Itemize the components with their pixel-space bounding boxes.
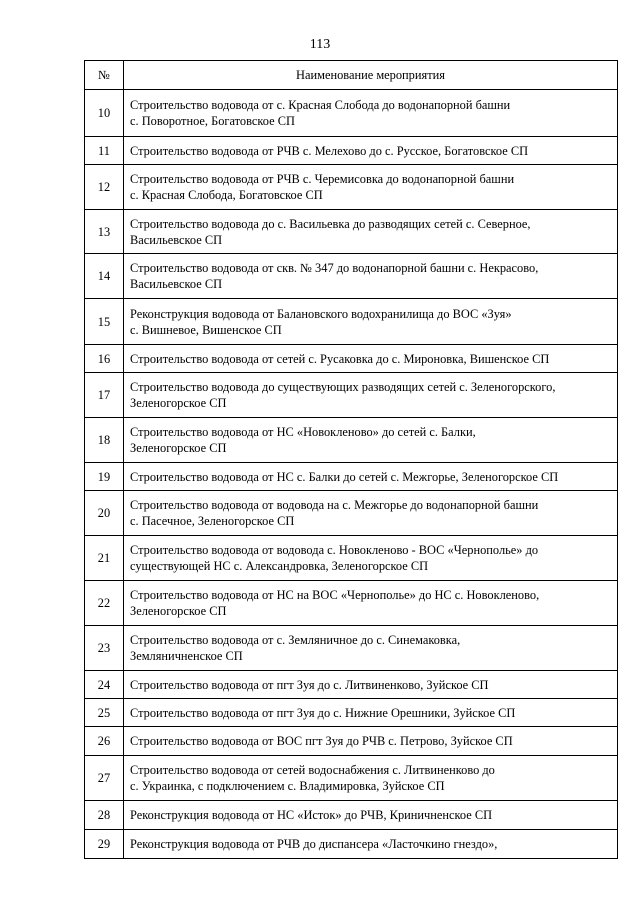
header-measure-name: Наименование мероприятия xyxy=(124,61,618,90)
row-measure-name: Строительство водовода от водовода с. Новокленово - ВОС «Чернополье» до существующей НС с. Александровка, Зеленогорское СП xyxy=(124,536,618,581)
row-measure-name: Строительство водовода от РЧВ с. Мелехово до с. Русское, Богатовское СП xyxy=(124,137,618,165)
table-row xyxy=(85,254,618,299)
row-measure-name: Строительство водовода до с. Васильевка до разводящих сетей с. Северное, Васильевское СП xyxy=(124,210,618,254)
row-measure-name: Строительство водовода от РЧВ с. Черемисовка до водонапорной башни с. Красная Слобода, Богатовское СП xyxy=(124,165,618,210)
row-measure-name: Реконструкция водовода от Балановского водохранилища до ВОС «Зуя» с. Вишневое, Вишенское СП xyxy=(124,299,618,345)
row-number: 18 xyxy=(85,418,124,463)
row-measure-name: Строительство водовода от пгт Зуя до с. Нижние Орешники, Зуйское СП xyxy=(124,699,618,727)
table-row xyxy=(85,626,618,671)
table-header-row xyxy=(85,61,618,90)
row-number: 16 xyxy=(85,345,124,373)
row-number: 24 xyxy=(85,671,124,699)
row-number: 14 xyxy=(85,254,124,299)
table-row xyxy=(85,699,618,727)
row-measure-name: Строительство водовода от сетей с. Русаковка до с. Мироновка, Вишенское СП xyxy=(124,345,618,373)
row-number: 25 xyxy=(85,699,124,727)
page-number: 113 xyxy=(309,37,331,52)
row-measure-name: Строительство водовода от НС с. Балки до сетей с. Межгорье, Зеленогорское СП xyxy=(124,463,618,491)
table-row xyxy=(85,418,618,463)
row-measure-name: Строительство водовода от пгт Зуя до с. Литвиненково, Зуйское СП xyxy=(124,671,618,699)
table-row xyxy=(85,463,618,491)
row-measure-name: Строительство водовода от с. Красная Слобода до водонапорной башни с. Поворотное, Богатовское СП xyxy=(124,90,618,137)
table-row xyxy=(85,581,618,626)
table-row xyxy=(85,830,618,859)
table-row xyxy=(85,727,618,756)
row-measure-name: Реконструкция водовода от НС «Исток» до РЧВ, Криничненское СП xyxy=(124,801,618,830)
row-number: 15 xyxy=(85,299,124,345)
row-measure-name: Строительство водовода от НС «Новокленово» до сетей с. Балки, Зеленогорское СП xyxy=(124,418,618,463)
table-row xyxy=(85,90,618,137)
row-number: 12 xyxy=(85,165,124,210)
table-row xyxy=(85,165,618,210)
table-row xyxy=(85,345,618,373)
row-number: 26 xyxy=(85,727,124,756)
table-row xyxy=(85,801,618,830)
measures-table xyxy=(84,60,618,859)
table-row xyxy=(85,671,618,699)
row-number: 28 xyxy=(85,801,124,830)
table-row xyxy=(85,756,618,801)
row-measure-name: Строительство водовода от с. Земляничное до с. Синемаковка, Земляничненское СП xyxy=(124,626,618,671)
row-measure-name: Строительство водовода от ВОС пгт Зуя до РЧВ с. Петрово, Зуйское СП xyxy=(124,727,618,756)
row-number: 21 xyxy=(85,536,124,581)
row-number: 17 xyxy=(85,373,124,418)
table-row xyxy=(85,373,618,418)
table-row xyxy=(85,137,618,165)
row-number: 29 xyxy=(85,830,124,859)
row-measure-name: Строительство водовода от НС на ВОС «Чернополье» до НС с. Новокленово, Зеленогорское СП xyxy=(124,581,618,626)
row-number: 13 xyxy=(85,210,124,254)
row-number: 20 xyxy=(85,491,124,536)
table-row xyxy=(85,210,618,254)
table-row xyxy=(85,491,618,536)
row-measure-name: Реконструкция водовода от РЧВ до диспансера «Ласточкино гнездо», xyxy=(124,830,618,859)
row-number: 22 xyxy=(85,581,124,626)
row-number: 27 xyxy=(85,756,124,801)
row-measure-name: Строительство водовода от водовода на с. Межгорье до водонапорной башни с. Пасечное, Зеленогорское СП xyxy=(124,491,618,536)
table-body xyxy=(85,90,618,859)
row-number: 23 xyxy=(85,626,124,671)
row-number: 10 xyxy=(85,90,124,137)
table-row xyxy=(85,536,618,581)
header-number: № xyxy=(85,61,124,90)
table-row xyxy=(85,299,618,345)
row-measure-name: Строительство водовода от сетей водоснабжения с. Литвиненково до с. Украинка, с подключением с. Владимировка, Зуйское СП xyxy=(124,756,618,801)
row-number: 19 xyxy=(85,463,124,491)
row-measure-name: Строительство водовода от скв. № 347 до водонапорной башни с. Некрасово, Васильевское СП xyxy=(124,254,618,299)
row-number: 11 xyxy=(85,137,124,165)
row-measure-name: Строительство водовода до существующих разводящих сетей с. Зеленогорского, Зеленогорское СП xyxy=(124,373,618,418)
